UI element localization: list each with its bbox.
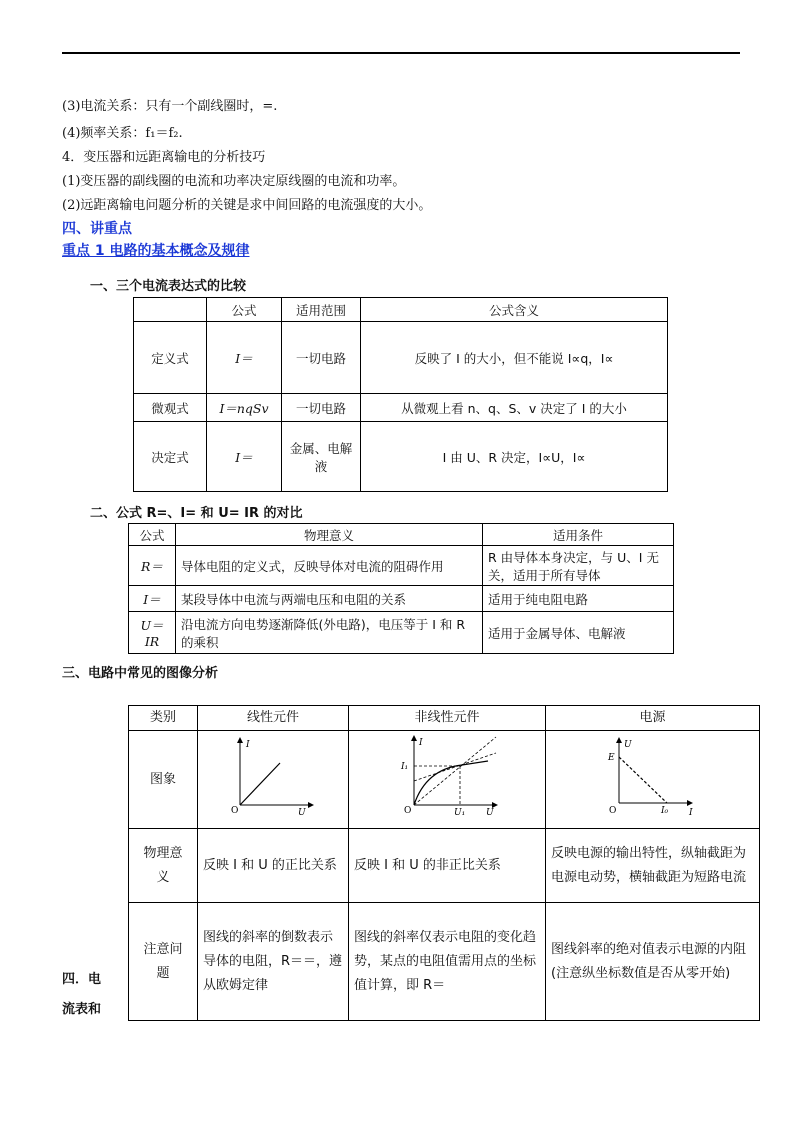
- table-cell: U＝IR: [129, 612, 176, 654]
- table-cell: I＝nqSv: [207, 394, 282, 422]
- axis-origin-label: O: [608, 806, 616, 815]
- table-cell: R＝: [129, 546, 176, 586]
- table-cell: I＝: [207, 422, 282, 492]
- section-heading: 四、讲重点: [62, 221, 132, 237]
- subsection-heading: 二、公式 R=、I= 和 U= IR 的对比: [90, 506, 303, 521]
- axis-y-label: I: [246, 740, 250, 750]
- table-cell: 注意问题: [129, 903, 198, 1021]
- table-cell: 反映 I 和 U 的正比关系: [198, 829, 349, 903]
- header-rule: [62, 52, 740, 54]
- table-header-cell: 适用条件: [483, 524, 674, 546]
- table-cell: 沿电流方向电势逐渐降低(外电路)，电压等于 I 和 R 的乘积: [176, 612, 483, 654]
- linear-graph-cell: [198, 731, 349, 829]
- axis-x-label: I: [688, 808, 693, 815]
- table-cell: 图象: [129, 731, 198, 829]
- linear-iu-graph: [228, 735, 318, 815]
- table-cell: 金属、电解液: [282, 422, 361, 492]
- table-header-cell: 电源: [546, 706, 760, 731]
- side-heading-line: 流表和: [62, 1002, 102, 1017]
- axis-y-label: U: [623, 740, 632, 750]
- text-line: 4．变压器和远距离输电的分析技巧: [62, 150, 266, 165]
- table-cell: 图线的斜率的倒数表示导体的电阻，R＝＝，遵从欧姆定律: [198, 903, 349, 1021]
- table-cell: R 由导体本身决定，与 U、I 无关，适用于所有导体: [483, 546, 674, 586]
- table-cell: 反映电源的输出特性，纵轴截距为电源电动势，横轴截距为短路电流: [546, 829, 760, 903]
- u1-label: U₁: [454, 808, 466, 817]
- text-line: (1)变压器的副线圈的电流和功率决定原线圈的电流和功率。: [62, 174, 406, 189]
- table-header-cell: 公式含义: [361, 298, 668, 322]
- table-cell: 微观式: [134, 394, 207, 422]
- table-cell: 某段导体中电流与两端电压和电阻的关系: [176, 586, 483, 612]
- text-line: (3)电流关系：只有一个副线圈时，=.: [62, 99, 278, 114]
- short-circuit-current-label: I₀: [660, 806, 668, 815]
- graph-analysis-table: [128, 705, 760, 1021]
- subsection-heading: 三、电路中常见的图像分析: [62, 666, 219, 681]
- axis-x-label: U: [298, 808, 306, 815]
- source-ui-graph: [605, 735, 701, 815]
- table-header-cell: 非线性元件: [349, 706, 546, 731]
- nonlinear-iu-graph: [392, 733, 502, 817]
- axis-origin-label: O: [231, 806, 239, 815]
- table-cell: I 由 U、R 决定，I∝U，I∝: [361, 422, 668, 492]
- table-cell: I＝: [129, 586, 176, 612]
- table-cell: 一切电路: [282, 394, 361, 422]
- table-cell: 反映 I 和 U 的非正比关系: [349, 829, 546, 903]
- subsection-heading: 一、三个电流表达式的比较: [90, 279, 247, 294]
- source-graph-cell: [546, 731, 760, 829]
- table-cell: 一切电路: [282, 322, 361, 394]
- current-expression-table: [133, 297, 668, 492]
- table-header-cell: [134, 298, 207, 322]
- key-point-heading: 重点 1 电路的基本概念及规律: [62, 243, 250, 259]
- nonlinear-graph-cell: [349, 731, 546, 829]
- table-cell: 适用于纯电阻电路: [483, 586, 674, 612]
- table-header-cell: 适用范围: [282, 298, 361, 322]
- table-cell: 导体电阻的定义式，反映导体对电流的阻碍作用: [176, 546, 483, 586]
- table-cell: 图线的斜率仅表示电阻的变化趋势，某点的电阻值需用点的坐标值计算，即 R＝: [349, 903, 546, 1021]
- table-header-cell: 公式: [207, 298, 282, 322]
- axis-origin-label: O: [404, 806, 412, 816]
- table-header-cell: 公式: [129, 524, 176, 546]
- table-header-cell: 线性元件: [198, 706, 349, 731]
- table-header-cell: 类别: [129, 706, 198, 731]
- side-heading-line: 四．电: [62, 972, 102, 987]
- text-line: (2)远距离输电问题分析的关键是求中间回路的电流强度的大小。: [62, 198, 432, 213]
- table-cell: 物理意义: [129, 829, 198, 903]
- i1-label: I₁: [401, 762, 409, 772]
- table-cell: I＝: [207, 322, 282, 394]
- axis-x-label: U: [486, 808, 494, 817]
- formula-comparison-table: [128, 523, 674, 654]
- table-cell: 从微观上看 n、q、S、v 决定了 I 的大小: [361, 394, 668, 422]
- text-line: (4)频率关系：f₁＝f₂.: [62, 126, 183, 141]
- table-cell: 决定式: [134, 422, 207, 492]
- table-cell: 反映了 I 的大小，但不能说 I∝q，I∝: [361, 322, 668, 394]
- table-cell: 定义式: [134, 322, 207, 394]
- table-cell: 适用于金属导体、电解液: [483, 612, 674, 654]
- table-cell: 图线斜率的绝对值表示电源的内阻(注意纵坐标数值是否从零开始): [546, 903, 760, 1021]
- emf-label: E: [607, 753, 615, 763]
- axis-y-label: I: [419, 738, 423, 748]
- table-header-cell: 物理意义: [176, 524, 483, 546]
